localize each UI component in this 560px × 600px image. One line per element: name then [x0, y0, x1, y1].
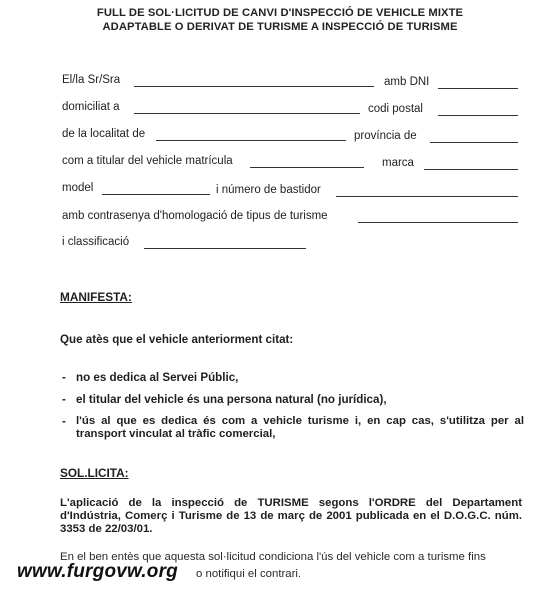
postal-code-field[interactable] [438, 115, 518, 116]
footer-line-1: En el ben entès que aquesta sol·licitud condiciona l'ús del vehicle com a turisme fins [60, 551, 486, 563]
bullet-dash: - [62, 415, 66, 428]
manifesta-item-1: no es dedica al Servei Públic, [76, 371, 239, 384]
label-chassis: i número de bastidor [216, 184, 321, 196]
document-title [0, 6, 560, 34]
footer-line-2: o notifiqui el contrari. [196, 568, 302, 580]
locality-field[interactable] [156, 140, 346, 141]
label-brand: marca [382, 157, 414, 169]
bullet-dash: - [62, 371, 66, 384]
dni-field[interactable] [438, 88, 518, 89]
model-field[interactable] [102, 194, 210, 195]
label-plate: com a titular del vehicle matrícula [62, 155, 233, 167]
watermark-text: www.furgovw.org [17, 561, 178, 582]
brand-field[interactable] [424, 169, 518, 170]
plate-field[interactable] [250, 167, 364, 168]
label-homologation: amb contrasenya d'homologació de tipus de turisme [62, 210, 328, 222]
sollicita-text: L'aplicació de la inspecció de TURISME segons l'ORDRE del Departament d'Indústria, Comerç i Turisme de 13 de març de 2001 publicada en el D.O.G.C. núm. 3353 de 22/03/01. [60, 497, 522, 535]
label-address: domiciliat a [62, 101, 120, 113]
manifesta-item-2: el titular del vehicle és una persona natural (no jurídica), [76, 393, 387, 406]
homologation-field[interactable] [358, 222, 518, 223]
manifesta-item-3: l'ús al que es dedica és com a vehicle turisme i, en cap cas, s'utilitza per al transport vinculat al tràfic comercial, [76, 415, 524, 440]
title-line-1: FULL DE SOL·LICITUD DE CANVI D'INSPECCIÓ DE VEHICLE MIXTE [96, 7, 464, 19]
province-field[interactable] [430, 142, 518, 143]
label-model: model [62, 182, 94, 194]
label-locality: de la localitat de [62, 128, 146, 140]
sollicita-heading: SOL.LICITA: [60, 466, 129, 480]
address-field[interactable] [134, 113, 360, 114]
title-line-2: ADAPTABLE O DERIVAT DE TURISME A INSPECCIÓ DE TURISME [102, 21, 458, 33]
label-dni: amb DNI [384, 76, 430, 88]
manifesta-heading: MANIFESTA: [60, 290, 132, 304]
name-field[interactable] [134, 86, 374, 87]
bullet-dash: - [62, 393, 66, 406]
label-province: província de [354, 130, 417, 142]
chassis-field[interactable] [336, 196, 518, 197]
classification-field[interactable] [144, 248, 306, 249]
manifesta-intro: Que atès que el vehicle anteriorment citat: [60, 333, 294, 346]
label-name: El/la Sr/Sra [62, 74, 121, 86]
label-classification: i classificació [62, 236, 130, 248]
label-postal-code: codi postal [368, 103, 423, 115]
